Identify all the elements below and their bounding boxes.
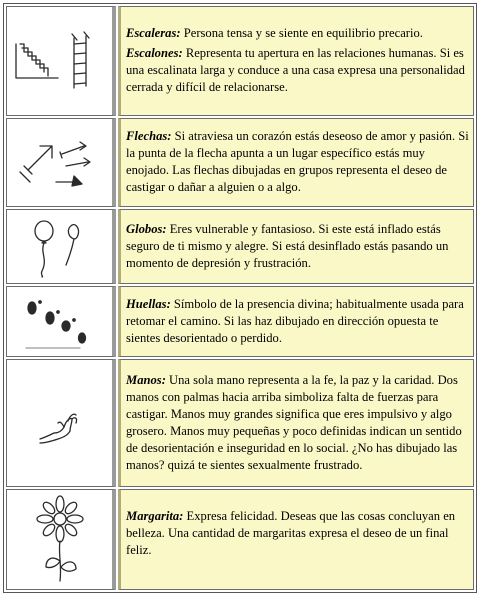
description-cell bbox=[118, 286, 474, 357]
entry bbox=[126, 45, 469, 96]
footprints-sketch-icon bbox=[10, 290, 110, 352]
symbol-meaning: Persona tensa y se siente en equilibrio precario. bbox=[180, 26, 423, 41]
symbol-term: Globos: bbox=[126, 221, 167, 236]
stairs-and-ladder-sketch-icon bbox=[10, 26, 110, 96]
symbol-term: Margarita: bbox=[126, 508, 184, 523]
sketch-cell bbox=[6, 118, 116, 207]
daisy-sketch-icon bbox=[10, 493, 110, 585]
symbol-meaning: Si atraviesa un corazón estás deseoso de amor y pasión. Si la punta de la flecha apunta a un lugar específico estás muy enojado. Las flechas dibujadas en grupos representa el deseo de castigar o dañar a alguien o a algo. bbox=[126, 129, 469, 195]
symbol-term: Manos: bbox=[126, 372, 166, 387]
sketch-cell bbox=[6, 209, 116, 284]
entry bbox=[126, 296, 469, 347]
table-row bbox=[6, 118, 474, 207]
symbol-term: Flechas: bbox=[126, 129, 172, 144]
balloons-sketch-icon bbox=[10, 213, 110, 279]
description-cell bbox=[118, 209, 474, 284]
symbol-meaning: Una sola mano representa a la fe, la paz y la caridad. Dos manos con palmas hacia arriba simboliza falta de fuerzas para castigar. Manos muy grandes significa que eres impulsivo y algo grosero. Manos muy pequeñas y poco definidas indican un sentido de desorientación e inseguridad en lo social. ¿No has dibujado las manos? quizá te sientes sexualmente frustrado. bbox=[126, 372, 462, 472]
entry bbox=[126, 128, 469, 196]
entry bbox=[126, 221, 469, 272]
sketch-cell bbox=[6, 359, 116, 487]
table-row bbox=[6, 286, 474, 357]
sketch-cell bbox=[6, 6, 116, 116]
sketch-cell bbox=[6, 489, 116, 590]
description-cell bbox=[118, 6, 474, 116]
symbol-term: Huellas: bbox=[126, 296, 171, 311]
symbol-meanings-table bbox=[4, 4, 476, 592]
entry bbox=[126, 372, 469, 474]
arrows-sketch-icon bbox=[10, 126, 110, 198]
symbol-meaning: Expresa felicidad. Deseas que las cosas concluyan en belleza. Una cantidad de margaritas expresa el deseo de un final feliz. bbox=[126, 508, 456, 557]
symbol-meaning: Símbolo de la presencia divina; habitualmente usada para retomar el camino. Si las haz dibujado en dirección opuesta te sientes desorientado o perdido. bbox=[126, 296, 464, 345]
entry bbox=[126, 25, 469, 42]
description-cell bbox=[118, 489, 474, 590]
description-cell bbox=[118, 359, 474, 487]
table-row bbox=[6, 489, 474, 590]
symbol-meaning: Representa tu apertura en las relaciones humanas. Si es una escalinata larga y conduce a una casa expresa una personalidad cerrada y difícil de relacionarse. bbox=[126, 46, 465, 95]
sketch-cell bbox=[6, 286, 116, 357]
entry bbox=[126, 508, 469, 559]
table-row bbox=[6, 359, 474, 487]
table-row bbox=[6, 209, 474, 284]
description-cell bbox=[118, 118, 474, 207]
symbol-term: Escalones: bbox=[126, 46, 183, 61]
hand-sketch-icon bbox=[10, 393, 110, 453]
symbol-meanings-sheet bbox=[3, 3, 477, 593]
symbol-meaning: Eres vulnerable y fantasioso. Si este está inflado estás seguro de ti mismo y alegre. Si está desinflado estás pasando un momento de depresión y frustración. bbox=[126, 221, 449, 270]
table-row bbox=[6, 6, 474, 116]
symbol-term: Escaleras: bbox=[126, 26, 181, 41]
